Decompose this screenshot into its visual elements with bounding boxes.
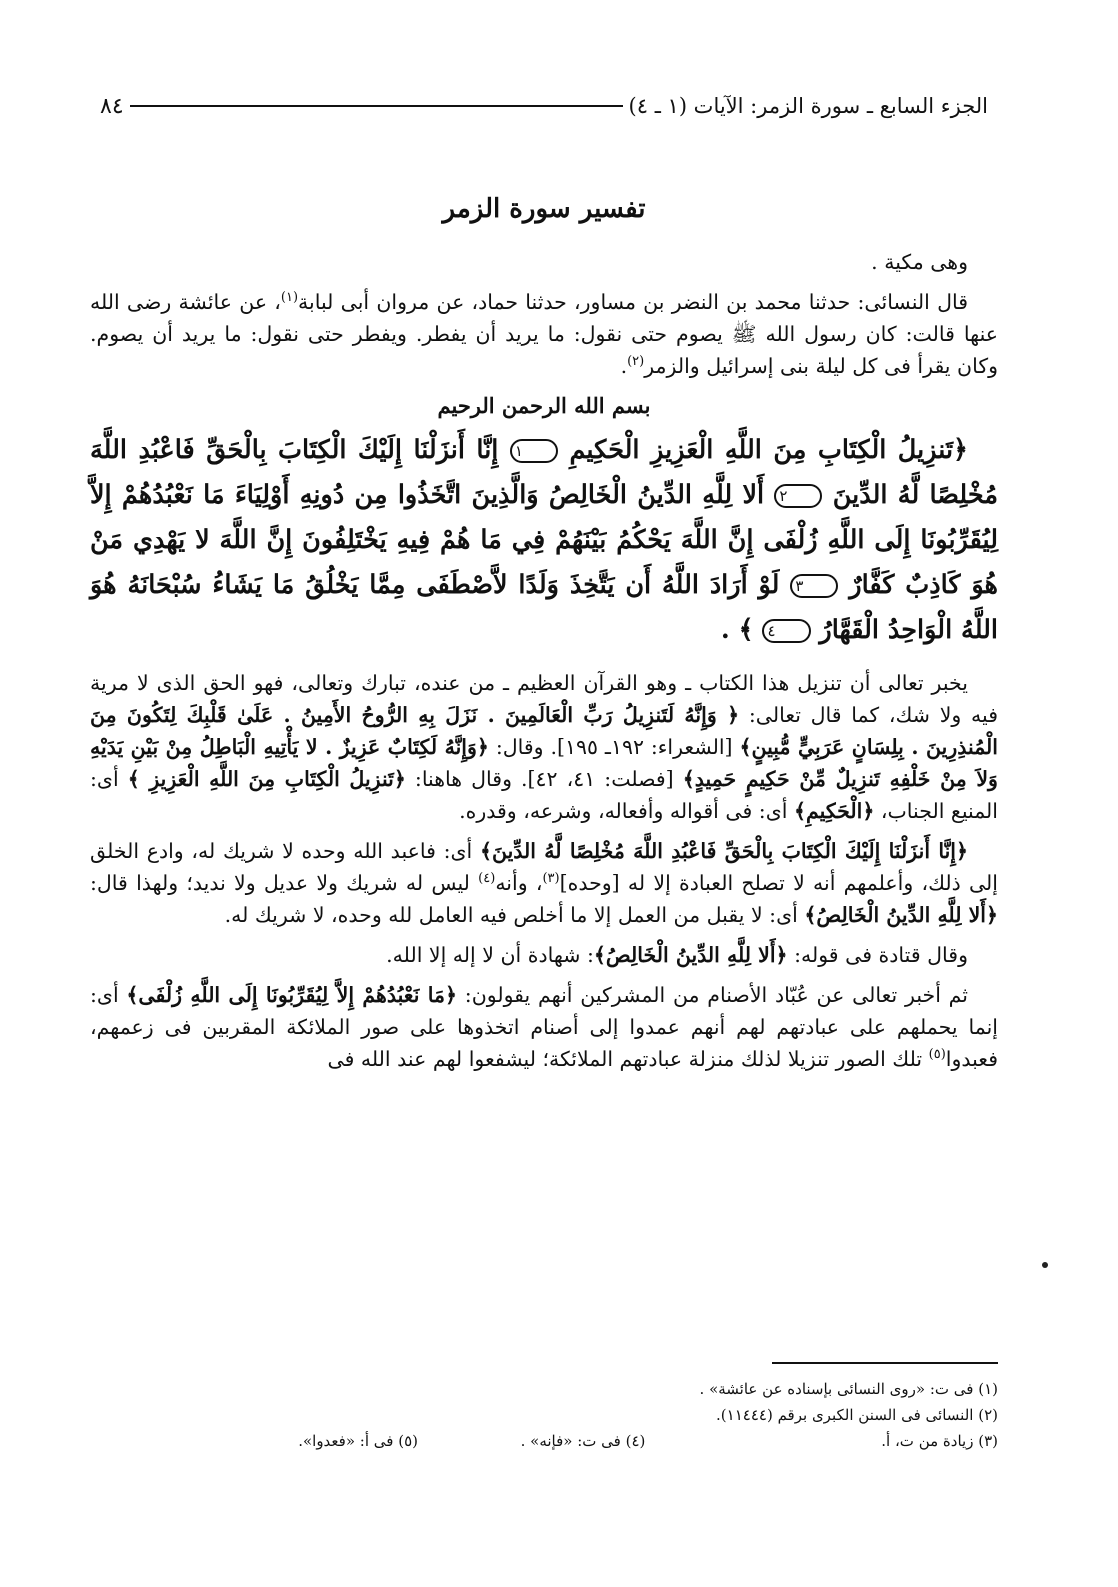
ayah-number-1: ١ [510, 439, 558, 463]
tafsir-paragraph-3 [90, 939, 998, 971]
verses-end: ﴾ . [720, 615, 754, 645]
footnote-ref-4: (٤) [478, 871, 496, 887]
p1-quote-2: ﴿وَإِنَّهُ لَكِتَابٌ عَزِيزٌ . لا يَأْتِيهِ الْبَاطِلُ مِنْ بَيْنِ يَدَيْهِ وَلاَ مِنْ خَلْفِهِ تَنزِيلٌ مِّنْ حَكِيمٍ حَمِيدٍ﴾ [90, 735, 998, 791]
footnote-5: (٥) فى أ: «فعدوا». [298, 1432, 418, 1450]
ayah-number-2: ٢ [774, 484, 822, 508]
page-number: ٨٤ [100, 93, 124, 119]
p4-quote-1: ﴿مَا نَعْبُدُهُمْ إِلاَّ لِيُقَرِّبُونَا إِلَى اللَّهِ زُلْفَى﴾ [126, 983, 458, 1007]
p1-text-4: أى: المنيع الجناب، [90, 767, 998, 823]
intro-line [90, 246, 998, 278]
verse-2: إِنَّا أَنزَلْنَا إِلَيْكَ الْكِتَابَ بِالْحَقِّ فَاعْبُدِ اللَّهَ مُخْلِصًا لَّهُ الدِّينَ [90, 435, 998, 510]
p2-text-2: ، وأنه [495, 871, 543, 895]
tafsir-paragraph-1 [90, 667, 998, 827]
verse-3: أَلا لِلَّهِ الدِّينُ الْخَالِصُ وَالَّذِينَ اتَّخَذُوا مِن دُونِهِ أَوْلِيَاءَ مَا نَعْبُدُهُمْ إِلاَّ لِيُقَرِّبُونَا إِلَى اللَّهِ زُلْفَى إِنَّ اللَّهَ يَحْكُمُ بَيْنَهُمْ فِي مَا هُمْ فِيهِ يَخْتَلِفُونَ إِنَّ اللَّهَ لا يَهْدِي مَنْ هُوَ كَاذِبٌ كَفَّارٌ [90, 480, 998, 600]
header-rule [130, 105, 623, 107]
footnote-1: (١) فى ت: «روى النسائى بإسناده عن عائشة» . [699, 1380, 998, 1398]
tafsir-paragraph-4 [90, 979, 998, 1075]
hadith-paragraph [90, 286, 998, 382]
p1-text-3: [فصلت: ٤١، ٤٢]. وقال هاهنا: [414, 767, 674, 791]
p1-quote-1: ﴿ وَإِنَّهُ لَتَنزِيلُ رَبِّ الْعَالَمِينَ . نَزَلَ بِهِ الرُّوحُ الأَمِينُ . عَلَىٰ قَلْبِكَ لِتَكُونَ مِنَ الْمُنذِرِينَ . بِلِسَانٍ عَرَبِيٍّ مُّبِينٍ﴾ [90, 703, 998, 759]
footnote-3: (٣) زيادة من ت، أ. [881, 1432, 998, 1450]
running-title: الجزء السابع ـ سورة الزمر: الآيات (١ ـ ٤) [628, 94, 988, 118]
hadith-text-1: قال النسائى: حدثنا محمد بن النضر بن مساور، حدثنا حماد، عن مروان أبى لبابة [298, 290, 969, 314]
ayah-number-3: ٣ [790, 574, 838, 598]
footnote-ref-5: (٥) [928, 1047, 946, 1063]
p3-text-1: وقال قتادة فى قوله: [794, 943, 968, 967]
footnote-ref-1: (١) [280, 290, 299, 306]
margin-dot [1042, 1262, 1048, 1268]
p1-text-5: أى: فى أقواله وأفعاله، وشرعه، وقدره. [459, 799, 788, 823]
hadith-text-2: ، عن عائشة رضى الله عنها قالت: كان رسول الله ﷺ يصوم حتى نقول: ما يريد أن يفطر. ويفطر حتى نقول: ما يريد أن يصوم. وكان يقرأ فى كل ليلة بنى إسرائيل والزمر [90, 290, 998, 378]
main-text [90, 246, 998, 1083]
footnote-4: (٤) فى ت: «فإنه» . [520, 1432, 646, 1450]
p1-quote-3: ﴿تَنزِيلُ الْكِتَابِ مِنَ اللَّهِ الْعَزِيزِ ﴾ [127, 767, 406, 791]
verse-4: لَوْ أَرَادَ اللَّهُ أَن يَتَّخِذَ وَلَدًا لاَّصْطَفَى مِمَّا يَخْلُقُ مَا يَشَاءُ سُبْحَانَهُ هُوَ اللَّهُ الْوَاحِدُ الْقَهَّارُ [90, 570, 998, 645]
footnote-ref-2: (٢) [627, 354, 645, 370]
footnotes [90, 1376, 998, 1454]
p1-text-2: [الشعراء: ١٩٢ـ ١٩٥]. وقال: [495, 735, 733, 759]
footnote-rule [772, 1362, 998, 1364]
quran-verses [90, 428, 998, 653]
p3-text-2: : شهادة أن لا إله إلا الله. [386, 943, 594, 967]
p2-text-3: ليس له شريك ولا عديل ولا نديد؛ ولهذا قال: [90, 871, 470, 895]
hadith-end: . [620, 354, 628, 378]
intro-text: وهى مكية . [871, 250, 968, 274]
footnote-row [90, 1428, 998, 1454]
p2-quote-1: ﴿إِنَّا أَنزَلْنَا إِلَيْكَ الْكِتَابَ بِالْحَقِّ فَاعْبُدِ اللَّهَ مُخْلِصًا لَّهُ الدِّينَ﴾ [479, 839, 968, 863]
p2-quote-2: ﴿أَلا لِلَّهِ الدِّينُ الْخَالِصُ﴾ [804, 903, 998, 927]
p2-text-4: أى: لا يقبل من العمل إلا ما أخلص فيه العامل لله وحده، لا شريك له. [224, 903, 798, 927]
footnote-2: (٢) النسائى فى السنن الكبرى برقم (١١٤٤٤). [716, 1406, 998, 1424]
page-header [88, 88, 1000, 124]
p4-text-3: تلك الصور تنزيلا لذلك منزلة عبادتهم الملائكة؛ ليشفعوا لهم عند الله فى [327, 1047, 923, 1071]
p4-text-1: ثم أخبر تعالى عن عُبّاد الأصنام من المشركين أنهم يقولون: [464, 983, 968, 1007]
p1-text-1: يخبر تعالى أن تنزيل هذا الكتاب ـ وهو القرآن العظيم ـ من عنده، تبارك وتعالى، فهو الحق الذى لا مرية فيه ولا شك، كما قال تعالى: [90, 671, 998, 727]
verse-1: ﴿تَنزِيلُ الْكِتَابِ مِنَ اللَّهِ الْعَزِيزِ الْحَكِيمِ [569, 435, 968, 465]
p1-quote-4: ﴿الْحَكِيمِ﴾ [793, 799, 875, 823]
p3-quote-1: ﴿أَلا لِلَّهِ الدِّينُ الْخَالِصُ﴾ [593, 943, 788, 967]
page-title: تفسير سورة الزمر [442, 194, 646, 224]
p2-text-1: أى: فاعبد الله وحده لا شريك له، وادع الخلق إلى ذلك، وأعلمهم أنه لا تصلح العبادة إلا له [وحده] [90, 839, 998, 895]
basmala: بسم الله الرحمن الرحيم [437, 393, 651, 418]
footnote-ref-3: (٣) [542, 871, 560, 887]
tafsir-paragraph-2 [90, 835, 998, 931]
ayah-number-4: ٤ [762, 619, 810, 643]
p4-text-2: أى: إنما يحملهم على عبادتهم لهم أنهم عمدوا إلى أصنام اتخذوها على صور الملائكة المقربين فى زعمهم، فعبدوا [90, 983, 998, 1071]
